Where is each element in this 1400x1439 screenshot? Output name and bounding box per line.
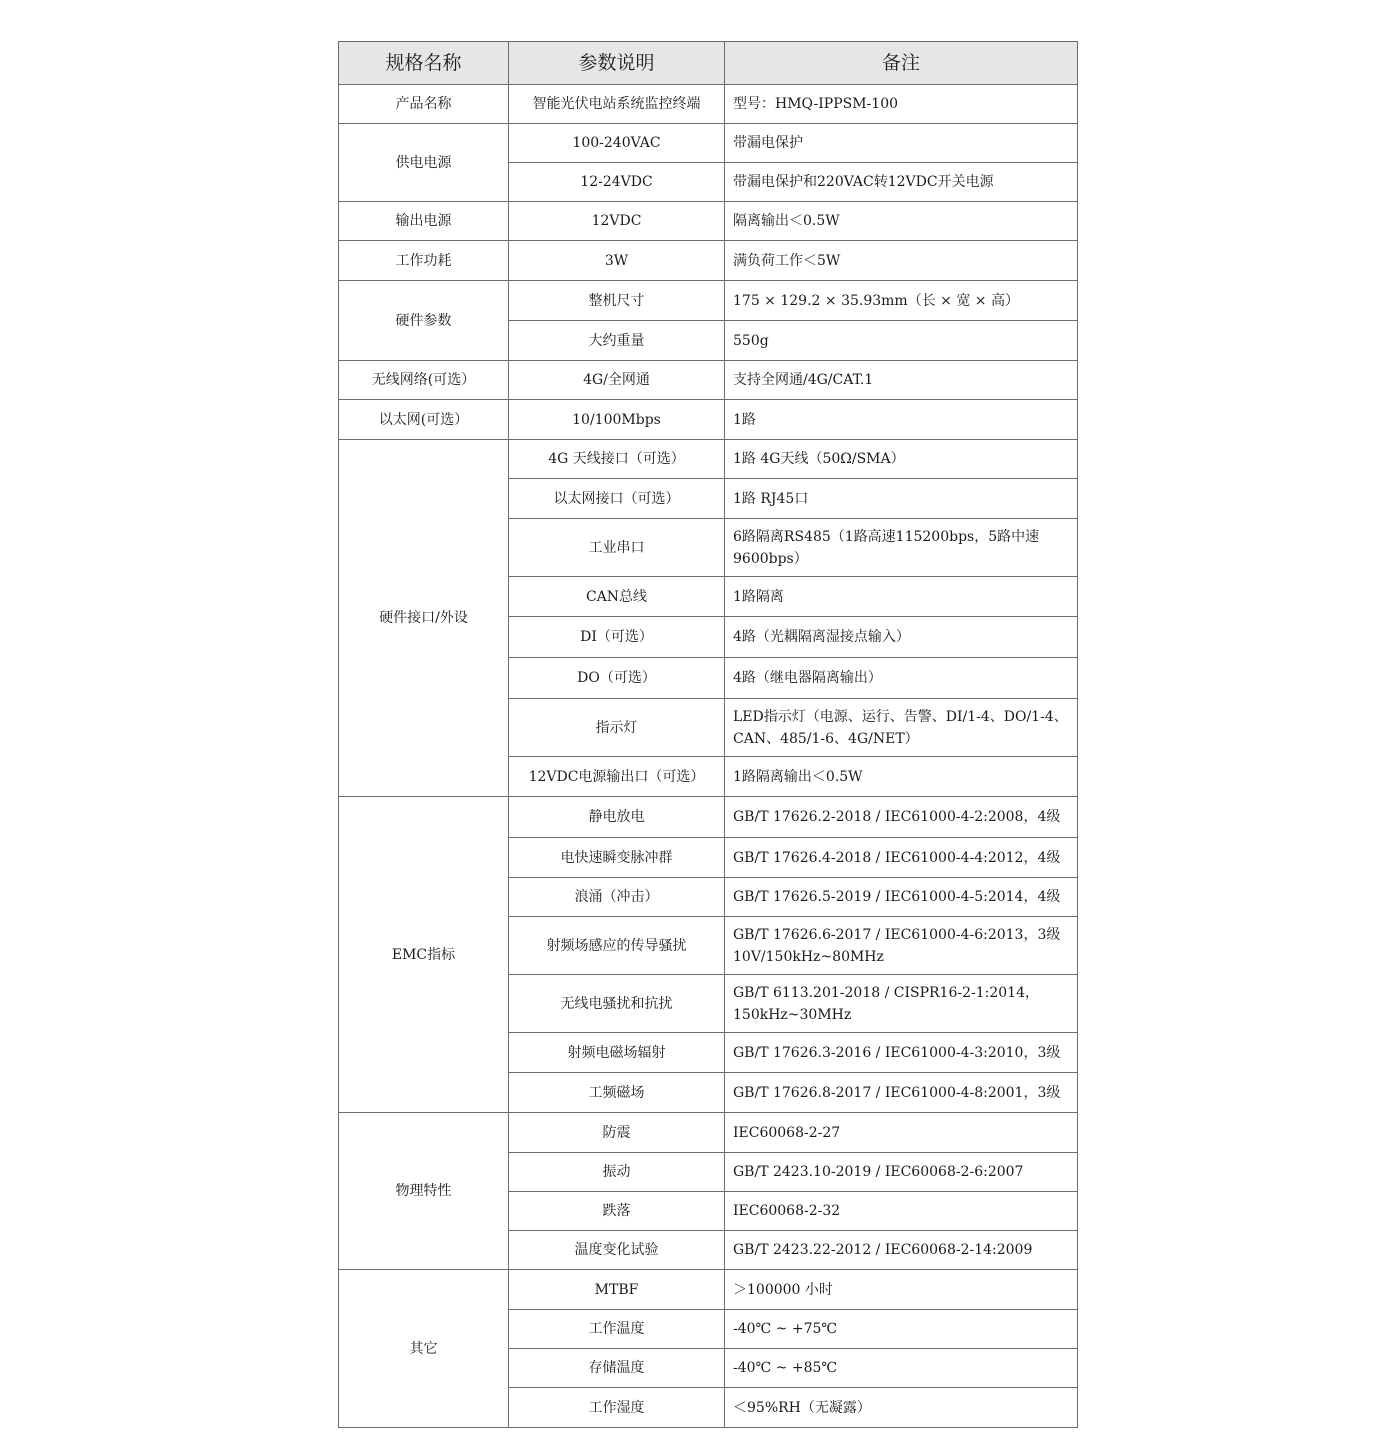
row-note: 支持全网通/4G/CAT.1 — [725, 361, 1078, 400]
group-name: 硬件接口/外设 — [339, 440, 509, 797]
row-note: -40℃ ~ +75℃ — [725, 1310, 1078, 1349]
row-note: GB/T 17626.8-2017 / IEC61000-4-8:2001，3级 — [725, 1073, 1078, 1113]
row-param: 浪涌（冲击） — [509, 878, 725, 917]
row-param: 静电放电 — [509, 797, 725, 838]
row-name: 以太网(可选） — [339, 400, 509, 440]
row-param: 工频磁场 — [509, 1073, 725, 1113]
table-row — [339, 241, 1078, 281]
row-param: 温度变化试验 — [509, 1231, 725, 1270]
row-note: LED指示灯（电源、运行、告警、DI/1-4、DO/1-4、CAN、485/1-6、4G/NET） — [725, 699, 1078, 757]
row-note: 1路隔离 — [725, 577, 1078, 617]
row-note: -40℃ ~ +85℃ — [725, 1349, 1078, 1388]
row-param: 跌落 — [509, 1192, 725, 1231]
row-param: 100-240VAC — [509, 124, 725, 163]
row-note: 6路隔离RS485（1路高速115200bps，5路中速9600bps） — [725, 519, 1078, 577]
row-note: GB/T 2423.22-2012 / IEC60068-2-14:2009 — [725, 1231, 1078, 1270]
row-note: 1路 RJ45口 — [725, 479, 1078, 519]
table-row — [339, 1270, 1078, 1310]
row-name: 输出电源 — [339, 202, 509, 241]
row-param: 工作温度 — [509, 1310, 725, 1349]
row-param: 智能光伏电站系统监控终端 — [509, 85, 725, 124]
row-note: GB/T 6113.201-2018 / CISPR16-2-1:2014，150kHz~30MHz — [725, 975, 1078, 1033]
row-note: GB/T 17626.5-2019 / IEC61000-4-5:2014，4级 — [725, 878, 1078, 917]
row-note: 带漏电保护 — [725, 124, 1078, 163]
header-spec-name: 规格名称 — [339, 42, 509, 85]
row-name: 产品名称 — [339, 85, 509, 124]
row-param: DO（可选） — [509, 658, 725, 699]
row-note: IEC60068-2-27 — [725, 1113, 1078, 1153]
row-param: MTBF — [509, 1270, 725, 1310]
table-row — [339, 202, 1078, 241]
row-note: 550g — [725, 321, 1078, 361]
row-name: 工作功耗 — [339, 241, 509, 281]
row-param: 振动 — [509, 1153, 725, 1192]
row-param: 工业串口 — [509, 519, 725, 577]
row-param: 12-24VDC — [509, 163, 725, 202]
row-param: 指示灯 — [509, 699, 725, 757]
table-row — [339, 1113, 1078, 1153]
row-param: 射频电磁场辐射 — [509, 1033, 725, 1073]
row-param: 10/100Mbps — [509, 400, 725, 440]
table-row — [339, 124, 1078, 163]
row-param: DI（可选） — [509, 617, 725, 658]
row-note: GB/T 2423.10-2019 / IEC60068-2-6:2007 — [725, 1153, 1078, 1192]
group-name: 物理特性 — [339, 1113, 509, 1270]
row-note: 满负荷工作＜5W — [725, 241, 1078, 281]
row-note: 4路（继电器隔离输出） — [725, 658, 1078, 699]
spec-table — [338, 41, 1078, 1428]
table-row — [339, 797, 1078, 838]
row-note: GB/T 17626.4-2018 / IEC61000-4-4:2012，4级 — [725, 838, 1078, 878]
header-remark: 备注 — [725, 42, 1078, 85]
row-param: 射频场感应的传导骚扰 — [509, 917, 725, 975]
row-param: 12VDC电源输出口（可选） — [509, 757, 725, 797]
row-param: 电快速瞬变脉冲群 — [509, 838, 725, 878]
table-row — [339, 361, 1078, 400]
group-name: 供电电源 — [339, 124, 509, 202]
header-param-desc: 参数说明 — [509, 42, 725, 85]
row-param: 整机尺寸 — [509, 281, 725, 321]
row-note: 1路 — [725, 400, 1078, 440]
row-param: 工作湿度 — [509, 1388, 725, 1428]
row-param: 大约重量 — [509, 321, 725, 361]
group-name: 其它 — [339, 1270, 509, 1428]
row-param: 无线电骚扰和抗扰 — [509, 975, 725, 1033]
row-note: 1路 4G天线（50Ω/SMA） — [725, 440, 1078, 479]
row-note: GB/T 17626.6-2017 / IEC61000-4-6:2013，3级 10V/150kHz~80MHz — [725, 917, 1078, 975]
row-note: GB/T 17626.3-2016 / IEC61000-4-3:2010，3级 — [725, 1033, 1078, 1073]
row-note: 带漏电保护和220VAC转12VDC开关电源 — [725, 163, 1078, 202]
row-note: 1路隔离输出＜0.5W — [725, 757, 1078, 797]
row-param: 防震 — [509, 1113, 725, 1153]
table-row — [339, 85, 1078, 124]
row-param: 12VDC — [509, 202, 725, 241]
row-param: 4G/全网通 — [509, 361, 725, 400]
row-name: 无线网络(可选） — [339, 361, 509, 400]
row-note: 隔离输出＜0.5W — [725, 202, 1078, 241]
row-param: 以太网接口（可选） — [509, 479, 725, 519]
row-note: ＞100000 小时 — [725, 1270, 1078, 1310]
row-note: 4路（光耦隔离湿接点输入） — [725, 617, 1078, 658]
table-row — [339, 400, 1078, 440]
row-note: 型号：HMQ-IPPSM-100 — [725, 85, 1078, 124]
row-note: GB/T 17626.2-2018 / IEC61000-4-2:2008，4级 — [725, 797, 1078, 838]
header-row — [339, 42, 1078, 85]
table-row — [339, 281, 1078, 321]
group-name: 硬件参数 — [339, 281, 509, 361]
row-note: 175 × 129.2 × 35.93mm（长 × 宽 × 高） — [725, 281, 1078, 321]
group-name: EMC指标 — [339, 797, 509, 1113]
row-param: CAN总线 — [509, 577, 725, 617]
row-param: 存储温度 — [509, 1349, 725, 1388]
row-param: 3W — [509, 241, 725, 281]
row-note: ＜95%RH（无凝露） — [725, 1388, 1078, 1428]
row-param: 4G 天线接口（可选） — [509, 440, 725, 479]
row-note: IEC60068-2-32 — [725, 1192, 1078, 1231]
table-row — [339, 440, 1078, 479]
